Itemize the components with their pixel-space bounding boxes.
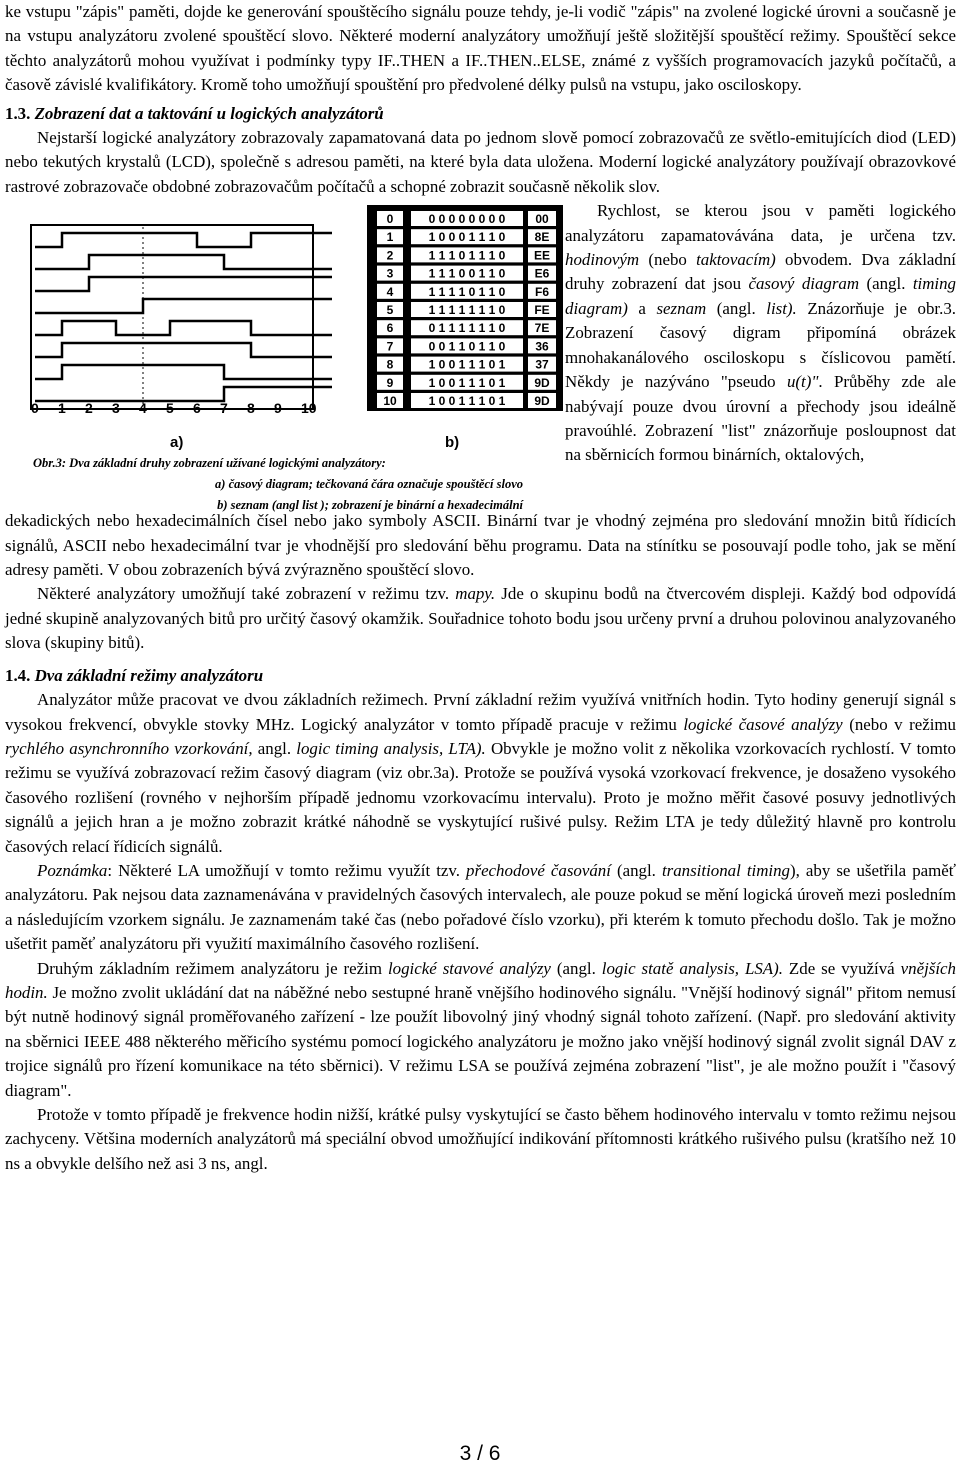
figure-label-a: a): [170, 434, 184, 452]
caption-line-2: a) časový diagram; tečkovaná čára označuje spouštěcí slovo: [215, 477, 523, 492]
section-1-3-heading: [5, 102, 956, 126]
text-run-italic: logické časové analýzy: [683, 714, 843, 734]
list-cell-text: 8E: [534, 230, 550, 245]
text-run-italic: časový diagram: [748, 274, 860, 294]
section-title: Zobrazení dat a taktování u logických analyzátorů: [34, 103, 384, 123]
timing-tick-label: 0: [31, 400, 39, 417]
text-run-italic: vnějších hodin.: [5, 958, 956, 1002]
list-cell-text: 37: [535, 357, 549, 372]
intro-paragraph: ke vstupu "zápis" paměti, dojde ke generování spouštěcího signálu pouze tehdy, je-li vodič "zápis" na zvolené logické úrovni a současně je na vstupu analyzátoru zvolené spouštěcí slovo. Některé moderní analyzátory umožňují ještě složitější spouštěcí režimy. Spouštěcí sekce těchto analyzátorů mohou využívat i podmínky typy IF..THEN a IF..THEN..ELSE, známé z vyšších programovacích jazyků počítačů, a časově závislé kvalifikátory. Kromě toho umožňují spouštění pro předvolené délky pulsů na vstupu, jako osciloskopy.: [5, 2, 956, 95]
text-run-italic: seznam: [656, 298, 707, 318]
document-page: [5, 0, 957, 1173]
timing-tick-label: 6: [193, 400, 201, 417]
figure-label-b: b): [445, 434, 460, 452]
text-run: angl.: [252, 738, 297, 758]
text-run: (angl.: [706, 298, 767, 318]
section-1-4-paragraph-2: [5, 859, 956, 957]
text-run-italic: list).: [766, 298, 797, 318]
text-run: Analyzátor může pracovat ve dvou základních režimech. První základní režim využívá vnitřních hodin. Tyto hodiny generují signál s vysokou frekvencí, obvykle stovky MHz. Logický analyzátor v tomto případě pracuje v režimu: [5, 690, 956, 734]
list-cell-text: EE: [533, 248, 551, 263]
list-cell-text: 1 0 0 0 1 1 1 0: [428, 230, 506, 245]
list-cell-text: F6: [534, 285, 550, 300]
list-cell-text: 0 0 0 0 0 0 0 0: [428, 212, 506, 227]
text-run-italic: taktovacím): [696, 250, 776, 270]
section-1-4-paragraph-3: [5, 957, 956, 1103]
list-cell-text: 0 1 1 1 1 1 1 0: [428, 321, 506, 336]
text-run: (angl.: [859, 274, 913, 294]
list-cell-text: 1 0 0 1 1 1 0 1: [428, 376, 506, 391]
list-cell-text: 2: [386, 248, 394, 263]
text-run-italic: timing diagram): [565, 274, 956, 318]
text-run-italic: logické stavové analýzy: [387, 958, 551, 978]
list-cell-text: 9D: [534, 394, 550, 409]
text-run: Rychlost, se kterou jsou v paměti logického analyzátoru zapamatovávána data, je určena tzv.: [565, 201, 956, 245]
text-run: . Průběhy zde ale nabývají pouze dvou úrovní a přechody jsou ideálně pravoúhlé. Zobrazení "list" znázorňuje posloupnost dat na sběrnicích formou binárních, oktalových,: [565, 372, 956, 465]
list-cell-text: 1 1 1 0 0 1 1 0: [428, 266, 506, 281]
text-run: ), aby se ušetřila paměť analyzátoru. Pak nejsou data zaznamenávána v pravidelných časových intervalech, ale pouze pokud se mění logická úroveň mezi posledním a následujícím vzorkem signálu. Je zaznamenám také čas (nebo pořadové číslo vzorku), při kterém k tomuto přechodu došlo. Tak je možno ušetřit paměť analyzátoru při využití maximálního časového rozlišení.: [5, 860, 957, 954]
text-run: Jde o skupinu bodů na čtvercovém displeji. Každý bod odpovídá jedné skupině analyzovaných bitů pro určitý časový okamžik. Souřadnice tohoto bodu jsou určeny první a druhou polovinou analyzovaného slova (skupiny bitů).: [5, 584, 957, 653]
text-run: (nebo v režimu: [842, 714, 956, 734]
list-cell-text: 1 1 1 1 1 1 1 0: [428, 303, 506, 318]
section-title: Dva základní režimy analyzátoru: [34, 665, 264, 685]
text-run: Druhým základním režimem analyzátoru je režim: [37, 958, 388, 978]
list-cell-text: 9D: [534, 376, 550, 391]
section-1-4-heading: [5, 664, 956, 688]
text-run-italic: transitional timing: [661, 860, 791, 880]
timing-tick-label: 2: [85, 400, 93, 417]
caption-line-1: Obr.3: Dva základní druhy zobrazení užívané logickými analyzátory:: [33, 456, 386, 471]
text-run-italic: logic statě analysis, LSA).: [601, 958, 783, 978]
text-run: : Některé LA umožňují v tomto režimu využít tzv.: [107, 860, 467, 880]
timing-tick-label: 10: [301, 400, 317, 417]
section-1-3-paragraph-1: Nejstarší logické analyzátory zobrazovaly zapamatovaná data po jednom slově pomocí zobrazovačů ze světlo-emitujících diod (LED) nebo tekutých krystalů (LCD), společně s adresou paměti, na které byla data uložena. Moderní logické analyzátory používají obrazovkové rastrové zobrazovače obdobné zobrazovačům počítačů a schopné zobrazit současně několik slov.: [5, 128, 956, 196]
list-cell-text: 7: [386, 339, 394, 354]
caption-line-3: b) seznam (angl list ); zobrazení je binární a hexadecimální: [217, 498, 523, 513]
list-cell-text: 7E: [534, 321, 550, 336]
text-run: Znázorňuje je obr.3. Zobrazení časový digram připomíná obrázek mnohakanálového osciloskopu s číslicovou pamětí. Někdy je nazýváno "pseudo: [565, 298, 956, 392]
list-cell-text: 5: [386, 303, 394, 318]
list-cell-text: 6: [386, 321, 394, 336]
timing-tick-label: 7: [220, 400, 228, 417]
figure-caption: [33, 453, 523, 516]
timing-frame: [31, 225, 313, 409]
text-run-italic: logic timing analysis, LTA).: [296, 738, 486, 758]
list-cell-text: 1 1 1 0 1 1 1 0: [428, 248, 506, 263]
list-cell-text: FE: [534, 303, 550, 318]
text-run: Některé analyzátory umožňují také zobrazení v režimu tzv.: [37, 584, 456, 604]
text-run-italic: mapy.: [455, 584, 496, 604]
text-run-italic: přechodové časování: [466, 860, 611, 880]
list-cell-text: 9: [386, 376, 394, 391]
text-below-figure: [5, 509, 956, 1176]
figure-3-graphic: [5, 203, 565, 453]
text-run: Je možno zvolit ukládání dat na náběžné nebo sestupné hraně vnějšího hodinového signálu. "Vnější hodinový signál" přitom nemusí být nutně hodinový signál proměřovaného zařízení - lze použít libovolný jiný vhodný signál tohoto zařízení. (Např. pro sledování aktivity na sběrnici IEEE 488 některého měřicího systému pomocí logického analyzátoru je možno jako vnější hodinový signál zvolit signál DAV z trojice signálů pro řízení komunikace na této sběrnici). V režimu LSA se používá zejména zobrazení "list", je ale možno použít i "časový diagram".: [5, 982, 956, 1100]
list-cell-text: 0: [386, 212, 394, 227]
timing-tick-label: 5: [166, 400, 174, 417]
text-run-italic: rychlého asynchronního vzorkování,: [5, 738, 253, 758]
list-cell-text: 1 0 0 1 1 1 0 1: [428, 394, 506, 409]
list-display: [367, 205, 563, 411]
section-1-3-paragraph-3: [5, 582, 956, 655]
list-cell-text: 10: [383, 394, 397, 409]
text-run: Obvykle je možno volit z několika vzorkovacích rychlostí. V tomto režimu se využívá zobrazovací režim časový diagram (viz obr.3a). Protože se používá vysoká vzorkovací frekvence, je dosaženo vysokého časového rozlišení (rovného v nejhorším případě jednomu vzorkovacímu intervalu). Proto je možno měřit časové posuvy jednotlivých signálů a jejich hran a je možno zobrazit krátké náhodně se vyskytující rušivé pulsy. Režim LTA je tedy důležitý hlavně pro kontrolu časových relací řídicích signálů.: [5, 738, 957, 856]
list-cell-text: 0 0 1 1 0 1 1 0: [428, 339, 506, 354]
figure-side-text: [565, 199, 956, 467]
text-run-italic: u(t)": [786, 372, 819, 392]
timing-tick-label: 8: [247, 400, 255, 417]
list-cell-text: 1: [386, 230, 394, 245]
section-1-4-paragraph-4: Protože v tomto případě je frekvence hodin nižší, krátké pulsy vyskytující se často během hodinového intervalu v tomto režimu nejsou zachyceny. Většina moderních analyzátorů má speciální obvod umožňující indikování přítomnosti krátkého rušivého pulsu (kratšího než 10 ns a obvykle delšího než asi 3 ns, angl.: [5, 1105, 956, 1173]
list-cell-text: 1 0 0 1 1 1 0 1: [428, 357, 506, 372]
section-1-3-paragraph-2: dekadických nebo hexadecimálních čísel nebo jako symboly ASCII. Binární tvar je vhodný zejména pro sledování množin bitů řídicích signálů, ASCII nebo hexadecimální tvar je vhodnější pro sledování běhu programu. Data na stínítku se posouvají podle toho, jak se mění adresy paměti. V obou zobrazeních bývá zvýrazněno spouštěcí slovo.: [5, 511, 956, 580]
timing-tick-label: 3: [112, 400, 120, 417]
text-run: a: [627, 298, 657, 318]
timing-tick-label: 4: [139, 400, 147, 417]
figure-block: [5, 199, 957, 1173]
section-1-4-paragraph-1: [5, 688, 956, 859]
text-run: (angl.: [550, 958, 602, 978]
list-cell-text: 4: [386, 285, 394, 300]
section-number: 1.4.: [5, 665, 31, 685]
list-cell-text: 1 1 1 1 0 1 1 0: [428, 285, 506, 300]
timing-diagram: [31, 225, 332, 416]
list-cell-text: 36: [535, 339, 549, 354]
timing-tick-label: 9: [274, 400, 282, 417]
text-run: obvodem. Dva základní druhy zobrazení dat jsou: [565, 250, 956, 294]
text-run-italic: Poznámka: [37, 860, 108, 880]
list-cell-text: 3: [386, 266, 394, 281]
text-run: Zde se využívá: [782, 958, 901, 978]
text-run: (angl.: [610, 860, 662, 880]
timing-tick-label: 1: [58, 400, 66, 417]
figure-3: [5, 203, 565, 513]
list-cell-text: 8: [386, 357, 394, 372]
list-cell-text: 00: [535, 212, 549, 227]
text-run: (nebo: [639, 250, 697, 270]
text-run-italic: hodinovým: [565, 250, 640, 270]
page-number: 3 / 6: [459, 1442, 501, 1465]
section-number: 1.3.: [5, 103, 31, 123]
list-cell-text: E6: [534, 266, 550, 281]
